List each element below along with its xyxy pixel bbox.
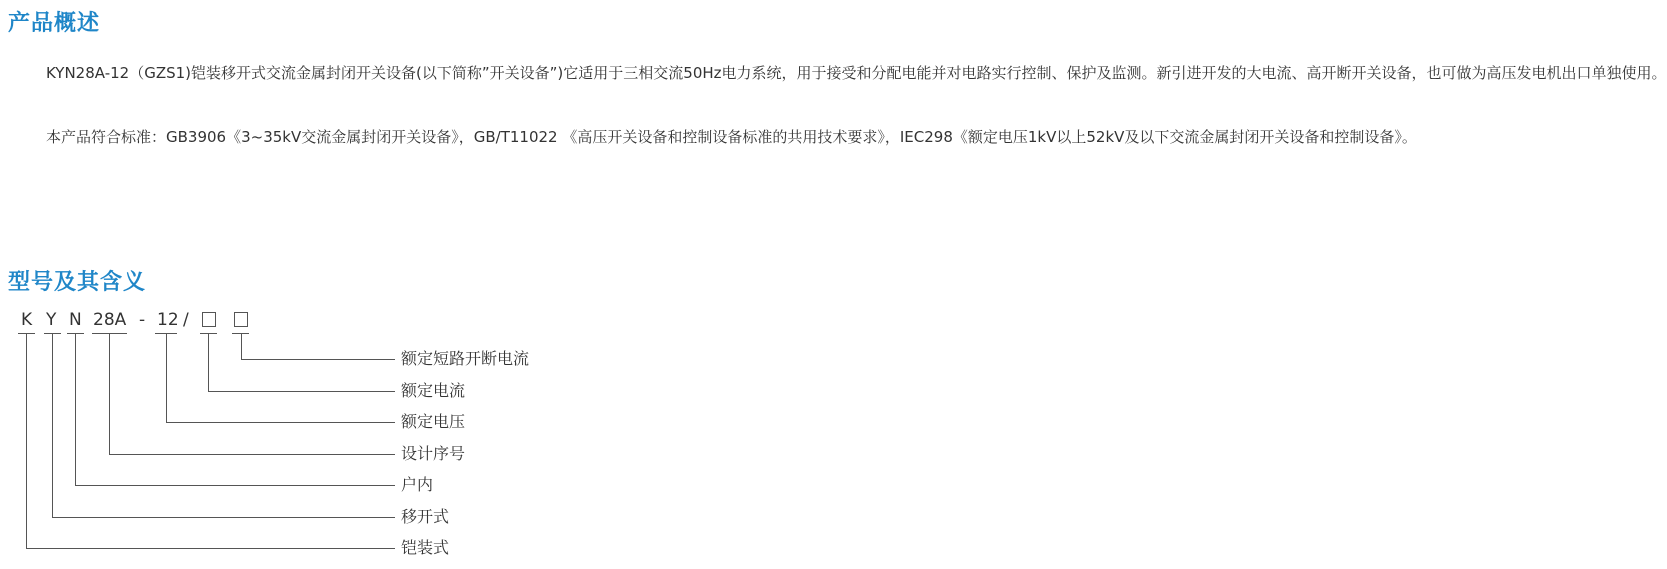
code-n: N <box>69 310 82 330</box>
code-y: Y <box>46 310 57 330</box>
overview-title: 产品概述 <box>8 11 101 36</box>
overview-paragraph-1: KYN28A-12（GZS1)铠装移开式交流金属封闭开关设备(以下简称”开关设备”)它适用于三相交流50Hz电力系统，用于接受和分配电能并对电路实行控制、保护及监测。新引进开发的大电流、高开断开关设备，也可做为高压发电机出口单独使用。 <box>46 64 1667 82</box>
code-dash: - <box>139 310 146 330</box>
overview-paragraph-2: 本产品符合标准：GB3906《3~35kV交流金属封闭开关设备》，GB/T11022 《高压开关设备和控制设备标准的共用技术要求》，IEC298《额定电压1kV以上52kV及以下交流金属封闭开关设备和控制设备》。 <box>46 128 1417 146</box>
leader-v-k <box>26 333 27 548</box>
meaning-indoor: 户内 <box>401 475 434 494</box>
meaning-design-number: 设计序号 <box>401 444 466 463</box>
model-title: 型号及其含义 <box>8 270 147 295</box>
leader-v-current <box>208 333 209 391</box>
leader-h-k <box>26 548 395 549</box>
leader-h-current <box>208 391 395 392</box>
code-k: K <box>21 310 33 330</box>
leader-v-breaking <box>241 333 242 359</box>
meaning-rated-current: 额定电流 <box>401 381 466 400</box>
leader-v-voltage <box>166 333 167 422</box>
leader-v-n <box>75 333 76 485</box>
meaning-breaking-current: 额定短路开断电流 <box>401 349 530 368</box>
code-voltage: 12 <box>157 310 179 330</box>
leader-h-breaking <box>241 359 395 360</box>
code-slash: / <box>183 310 189 330</box>
code-placeholder-current <box>202 312 216 327</box>
meaning-rated-voltage: 额定电压 <box>401 412 466 431</box>
code-design: 28A <box>93 310 127 330</box>
leader-h-y <box>52 517 395 518</box>
code-placeholder-breaking <box>234 312 248 327</box>
leader-h-voltage <box>166 422 395 423</box>
leader-h-design <box>109 454 395 455</box>
meaning-withdrawable: 移开式 <box>401 507 450 526</box>
leader-h-n <box>75 485 395 486</box>
leader-v-design <box>109 333 110 454</box>
leader-v-y <box>52 333 53 517</box>
meaning-armored: 铠装式 <box>401 538 450 557</box>
